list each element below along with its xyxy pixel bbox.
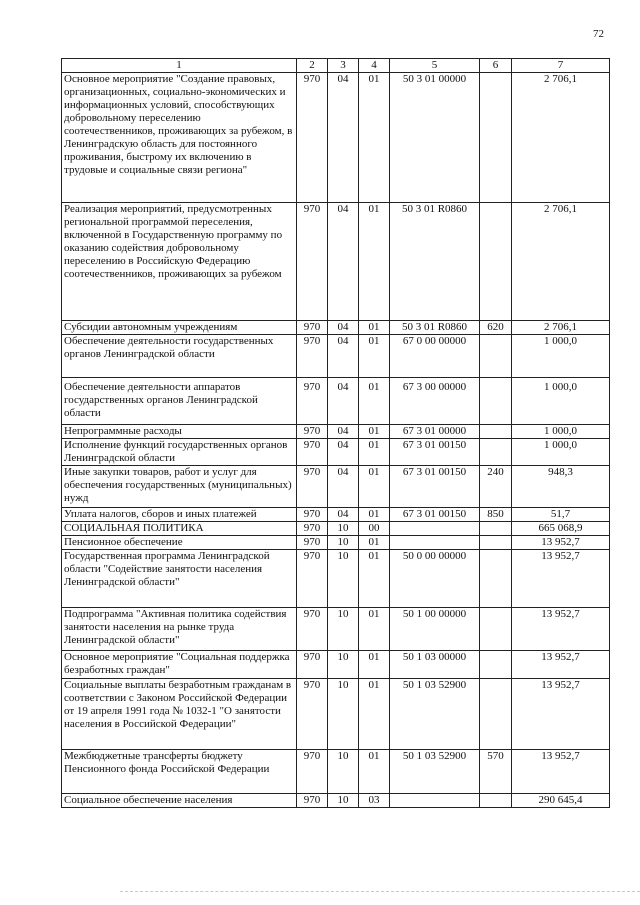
row-name: Обеспечение деятельности государственных органов Ленинградской области bbox=[62, 335, 297, 378]
row-section: 10 bbox=[328, 536, 359, 550]
row-admin-code: 970 bbox=[297, 651, 328, 679]
table-row bbox=[62, 508, 610, 522]
table-row bbox=[62, 750, 610, 794]
row-target-article: 50 3 01 00000 bbox=[390, 73, 480, 203]
row-subsection: 01 bbox=[359, 73, 390, 203]
row-amount: 948,3 bbox=[512, 466, 610, 508]
row-expense-type: 570 bbox=[480, 750, 512, 794]
row-target-article: 50 3 01 R0860 bbox=[390, 203, 480, 321]
row-name: Подпрограмма "Активная политика содействия занятости населения на рынке труда Ленинградской области" bbox=[62, 608, 297, 651]
table-row bbox=[62, 425, 610, 439]
bottom-scan-rule bbox=[120, 891, 640, 892]
row-target-article: 67 3 00 00000 bbox=[390, 378, 480, 425]
row-amount: 2 706,1 bbox=[512, 321, 610, 335]
page-number: 72 bbox=[593, 28, 604, 40]
row-admin-code: 970 bbox=[297, 321, 328, 335]
row-amount: 13 952,7 bbox=[512, 679, 610, 750]
budget-table bbox=[61, 58, 610, 808]
row-subsection: 01 bbox=[359, 608, 390, 651]
row-admin-code: 970 bbox=[297, 73, 328, 203]
row-amount: 1 000,0 bbox=[512, 425, 610, 439]
row-section: 10 bbox=[328, 522, 359, 536]
row-expense-type: 620 bbox=[480, 321, 512, 335]
row-admin-code: 970 bbox=[297, 679, 328, 750]
row-subsection: 01 bbox=[359, 466, 390, 508]
row-name: Государственная программа Ленинградской области "Содействие занятости населения Ленинградской области" bbox=[62, 550, 297, 608]
row-name: Межбюджетные трансферты бюджету Пенсионного фонда Российской Федерации bbox=[62, 750, 297, 794]
row-section: 10 bbox=[328, 550, 359, 608]
row-amount: 2 706,1 bbox=[512, 203, 610, 321]
row-name: Социальное обеспечение населения bbox=[62, 794, 297, 808]
row-section: 04 bbox=[328, 439, 359, 466]
row-target-article: 67 3 01 00150 bbox=[390, 508, 480, 522]
row-amount: 13 952,7 bbox=[512, 550, 610, 608]
column-header: 6 bbox=[480, 59, 512, 73]
table-row bbox=[62, 321, 610, 335]
row-subsection: 01 bbox=[359, 378, 390, 425]
row-section: 04 bbox=[328, 321, 359, 335]
row-section: 10 bbox=[328, 750, 359, 794]
table-row bbox=[62, 550, 610, 608]
row-amount: 13 952,7 bbox=[512, 536, 610, 550]
table-row bbox=[62, 522, 610, 536]
row-admin-code: 970 bbox=[297, 750, 328, 794]
row-amount: 1 000,0 bbox=[512, 378, 610, 425]
row-section: 04 bbox=[328, 425, 359, 439]
row-section: 04 bbox=[328, 466, 359, 508]
row-expense-type bbox=[480, 425, 512, 439]
row-name: Основное мероприятие "Социальная поддержка безработных граждан" bbox=[62, 651, 297, 679]
row-section: 10 bbox=[328, 608, 359, 651]
row-section: 04 bbox=[328, 73, 359, 203]
row-section: 04 bbox=[328, 335, 359, 378]
row-name: Уплата налогов, сборов и иных платежей bbox=[62, 508, 297, 522]
row-name: Социальные выплаты безработным гражданам в соответствии с Законом Российской Федерации от 19 апреля 1991 года № 1032-1 "О занятости населения в Российской Федерации" bbox=[62, 679, 297, 750]
row-expense-type bbox=[480, 651, 512, 679]
row-subsection: 01 bbox=[359, 335, 390, 378]
table-row bbox=[62, 378, 610, 425]
row-amount: 13 952,7 bbox=[512, 750, 610, 794]
row-target-article: 67 0 00 00000 bbox=[390, 335, 480, 378]
row-name: Реализация мероприятий, предусмотренных региональной программой переселения, включенной в Государственную программу по оказанию содействия добровольному переселению в Российскую Федерацию соотечественников, проживающих за рубежом bbox=[62, 203, 297, 321]
row-name: Непрограммные расходы bbox=[62, 425, 297, 439]
row-subsection: 01 bbox=[359, 439, 390, 466]
row-section: 10 bbox=[328, 794, 359, 808]
row-target-article bbox=[390, 536, 480, 550]
row-amount: 1 000,0 bbox=[512, 335, 610, 378]
row-name: Исполнение функций государственных органов Ленинградской области bbox=[62, 439, 297, 466]
row-target-article bbox=[390, 794, 480, 808]
row-expense-type bbox=[480, 679, 512, 750]
row-expense-type bbox=[480, 522, 512, 536]
row-subsection: 01 bbox=[359, 550, 390, 608]
row-expense-type bbox=[480, 73, 512, 203]
row-admin-code: 970 bbox=[297, 608, 328, 651]
table-row bbox=[62, 73, 610, 203]
row-expense-type bbox=[480, 550, 512, 608]
row-expense-type bbox=[480, 439, 512, 466]
row-subsection: 01 bbox=[359, 321, 390, 335]
row-section: 04 bbox=[328, 508, 359, 522]
row-target-article: 67 3 01 00150 bbox=[390, 466, 480, 508]
row-name: Пенсионное обеспечение bbox=[62, 536, 297, 550]
table-row bbox=[62, 679, 610, 750]
row-admin-code: 970 bbox=[297, 536, 328, 550]
row-subsection: 01 bbox=[359, 679, 390, 750]
row-subsection: 01 bbox=[359, 508, 390, 522]
row-subsection: 03 bbox=[359, 794, 390, 808]
row-subsection: 01 bbox=[359, 651, 390, 679]
row-admin-code: 970 bbox=[297, 439, 328, 466]
table-row bbox=[62, 203, 610, 321]
column-header: 1 bbox=[62, 59, 297, 73]
column-header: 5 bbox=[390, 59, 480, 73]
row-amount: 13 952,7 bbox=[512, 608, 610, 651]
row-name: Основное мероприятие "Создание правовых, организационных, социально-экономических и информационных условий, способствующих добровольному переселению соотечественников, проживающих за рубежом, в Ленинградскую область для постоянного проживания, быстрому их включению в трудовые и социальные связи региона" bbox=[62, 73, 297, 203]
row-expense-type bbox=[480, 536, 512, 550]
row-amount: 665 068,9 bbox=[512, 522, 610, 536]
row-admin-code: 970 bbox=[297, 522, 328, 536]
row-expense-type: 850 bbox=[480, 508, 512, 522]
row-subsection: 00 bbox=[359, 522, 390, 536]
column-header: 4 bbox=[359, 59, 390, 73]
row-amount: 1 000,0 bbox=[512, 439, 610, 466]
row-target-article: 50 1 03 52900 bbox=[390, 750, 480, 794]
table-row bbox=[62, 536, 610, 550]
row-target-article: 50 3 01 R0860 bbox=[390, 321, 480, 335]
row-expense-type bbox=[480, 203, 512, 321]
row-subsection: 01 bbox=[359, 425, 390, 439]
column-header: 2 bbox=[297, 59, 328, 73]
row-subsection: 01 bbox=[359, 203, 390, 321]
row-expense-type bbox=[480, 378, 512, 425]
row-subsection: 01 bbox=[359, 750, 390, 794]
row-admin-code: 970 bbox=[297, 794, 328, 808]
row-amount: 290 645,4 bbox=[512, 794, 610, 808]
table-row bbox=[62, 335, 610, 378]
table-row bbox=[62, 794, 610, 808]
row-name: Субсидии автономным учреждениям bbox=[62, 321, 297, 335]
row-section: 04 bbox=[328, 378, 359, 425]
row-name: Иные закупки товаров, работ и услуг для обеспечения государственных (муниципальных) нужд bbox=[62, 466, 297, 508]
row-target-article: 50 1 03 00000 bbox=[390, 651, 480, 679]
row-expense-type bbox=[480, 608, 512, 651]
row-subsection: 01 bbox=[359, 536, 390, 550]
row-admin-code: 970 bbox=[297, 550, 328, 608]
row-amount: 2 706,1 bbox=[512, 73, 610, 203]
table-row bbox=[62, 651, 610, 679]
row-expense-type: 240 bbox=[480, 466, 512, 508]
table-row bbox=[62, 439, 610, 466]
column-header: 7 bbox=[512, 59, 610, 73]
header-row bbox=[62, 59, 610, 73]
column-header: 3 bbox=[328, 59, 359, 73]
row-amount: 13 952,7 bbox=[512, 651, 610, 679]
row-target-article: 50 1 00 00000 bbox=[390, 608, 480, 651]
row-section: 04 bbox=[328, 203, 359, 321]
row-section: 10 bbox=[328, 651, 359, 679]
table-row bbox=[62, 608, 610, 651]
row-target-article: 50 1 03 52900 bbox=[390, 679, 480, 750]
row-admin-code: 970 bbox=[297, 425, 328, 439]
row-target-article: 67 3 01 00150 bbox=[390, 439, 480, 466]
row-amount: 51,7 bbox=[512, 508, 610, 522]
row-admin-code: 970 bbox=[297, 508, 328, 522]
row-admin-code: 970 bbox=[297, 203, 328, 321]
row-admin-code: 970 bbox=[297, 378, 328, 425]
row-target-article: 50 0 00 00000 bbox=[390, 550, 480, 608]
row-expense-type bbox=[480, 335, 512, 378]
row-target-article: 67 3 01 00000 bbox=[390, 425, 480, 439]
row-expense-type bbox=[480, 794, 512, 808]
row-name: СОЦИАЛЬНАЯ ПОЛИТИКА bbox=[62, 522, 297, 536]
row-target-article bbox=[390, 522, 480, 536]
row-section: 10 bbox=[328, 679, 359, 750]
row-admin-code: 970 bbox=[297, 335, 328, 378]
row-admin-code: 970 bbox=[297, 466, 328, 508]
row-name: Обеспечение деятельности аппаратов государственных органов Ленинградской области bbox=[62, 378, 297, 425]
table-row bbox=[62, 466, 610, 508]
